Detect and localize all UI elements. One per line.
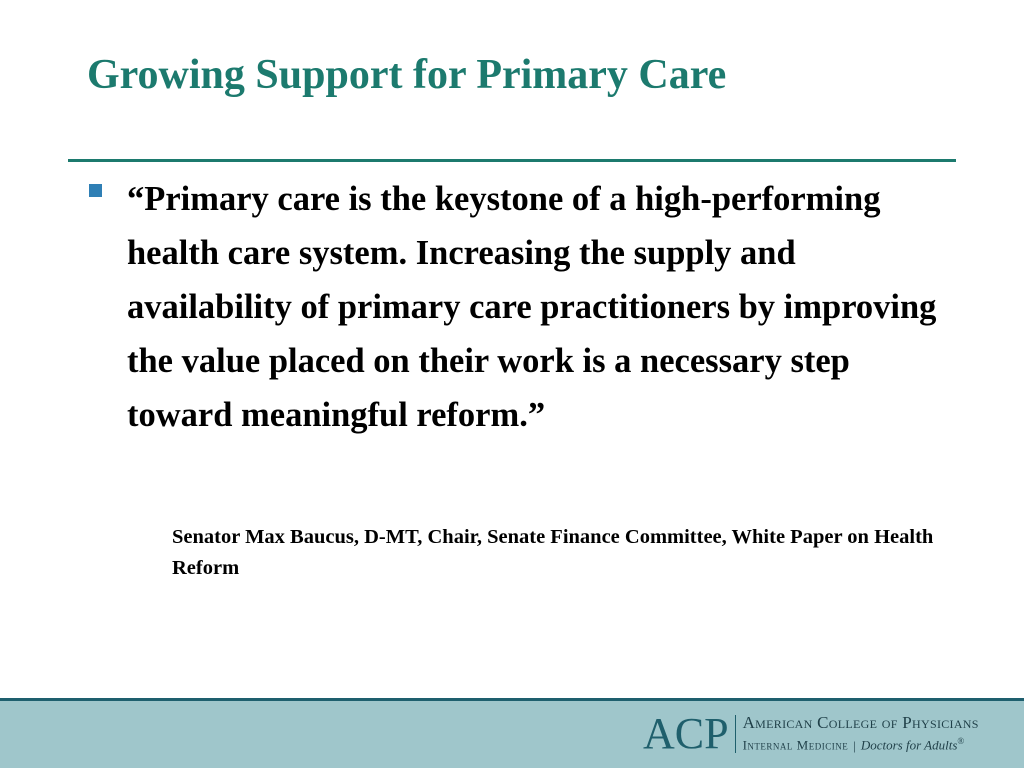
logo-specialty: Internal Medicine: [742, 737, 849, 753]
acp-logo: [643, 709, 979, 759]
footer-band: [0, 698, 1024, 768]
logo-motto: Doctors for Adults: [860, 737, 958, 753]
logo-tagline: [743, 732, 979, 754]
logo-divider: [735, 715, 736, 753]
quote-text: “Primary care is the keystone of a high-performing health care system. Increasing the supply and availability of primary care practitioners by improving the value placed on their work is a necessary step toward meaningful reform.”: [127, 180, 937, 434]
quote-attribution: Senator Max Baucus, D-MT, Chair, Senate Finance Committee, White Paper on Health Reform: [172, 526, 934, 579]
logo-separator: |: [853, 737, 856, 753]
logo-text: [743, 713, 979, 754]
square-bullet-icon: [89, 184, 102, 197]
slide-title: Growing Support for Primary Care: [87, 52, 727, 98]
logo-mark: ACP: [643, 709, 729, 758]
title-divider: [68, 159, 956, 162]
logo-organization: American College of Physicians: [742, 713, 979, 733]
registered-mark: ®: [957, 736, 965, 747]
